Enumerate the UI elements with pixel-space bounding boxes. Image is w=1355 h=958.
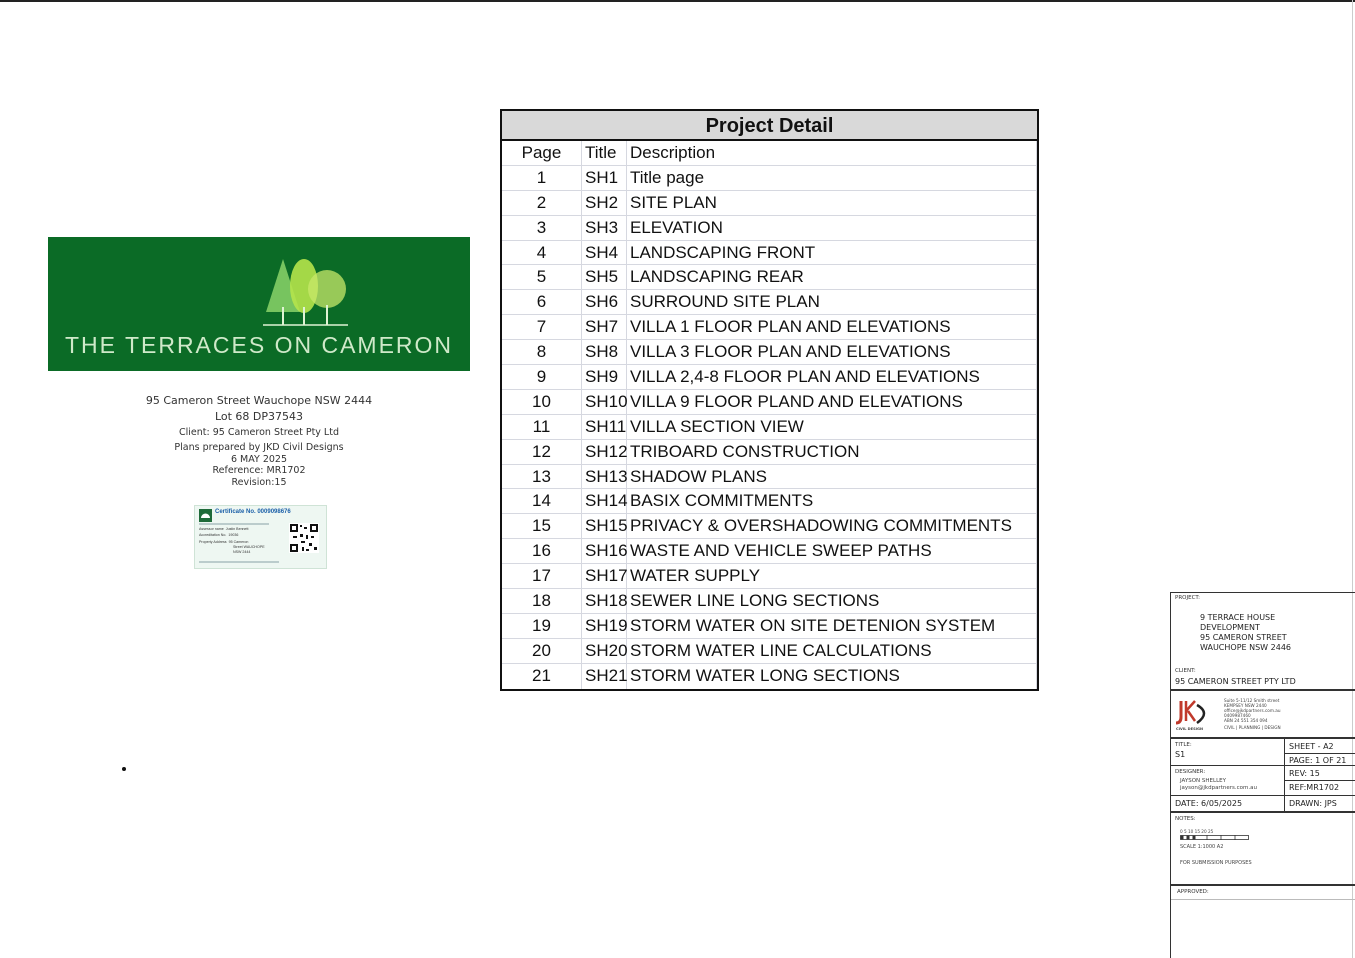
logo-title: THE TERRACES ON CAMERON [64,332,454,358]
client-text: Client: 95 Cameron Street Pty Ltd [179,427,339,438]
sheet-page-number: 10 [532,391,551,411]
bullet-point [122,767,126,771]
project-line1: 9 TERRACE HOUSE [1200,613,1276,622]
sheet-code: SH19 [581,614,627,638]
sheet-code: SH1 [581,166,627,190]
firm-abn: ABN 24 551 354 094 [1224,718,1268,723]
sheet-description: VILLA 9 FLOOR PLAND AND ELEVATIONS [627,390,1037,414]
firm-address-2: KEMPSEY NSW 2440 [1224,703,1267,708]
sheet-code: SH18 [581,589,627,613]
header-description: Description [627,141,1037,165]
notes-section [1171,811,1355,884]
table-row [502,365,1037,390]
sheet-page-number: 12 [532,441,551,461]
sheet-page-number: 21 [532,665,551,685]
sheet-page-number: 18 [532,591,551,611]
sheet-description: PRIVACY & OVERSHADOWING COMMITMENTS [627,514,1037,538]
project-line2: DEVELOPMENT [1200,623,1260,632]
table-row [502,589,1037,614]
sheet-code: SH14 [581,489,627,513]
designer-row [1171,765,1355,795]
header-page: Page [521,143,562,162]
sheet-page-number: 7 [536,317,547,337]
notes-label: NOTES: [1175,816,1196,822]
sheet-page-number: 15 [532,516,551,536]
project-detail-table [500,109,1039,691]
sheet-code: SH9 [581,365,627,389]
table-row [502,489,1037,514]
scale-ticks: 0 5 10 15 20 25 [1180,829,1214,834]
title-label: TITLE: [1175,742,1192,748]
sheet-page-number: 19 [532,615,551,635]
sheet-description: WASTE AND VEHICLE SWEEP PATHS [627,539,1037,563]
table-row [502,639,1037,664]
basix-certificate [194,505,327,569]
table-row [502,290,1037,315]
sheet-code: SH21 [581,664,627,689]
sheet-code: SH7 [581,315,627,339]
sheet-description: VILLA 2,4-8 FLOOR PLAN AND ELEVATIONS [627,365,1037,389]
sheet-code: SH13 [581,465,627,489]
table-row [502,514,1037,539]
designer-email: jayson@jkdpartners.com.au [1180,785,1257,791]
project-line3: 95 CAMERON STREET [1200,633,1287,642]
table-row [502,390,1037,415]
submission-purpose: FOR SUBMISSION PURPOSES [1180,860,1252,866]
client-value: 95 CAMERON STREET PTY LTD [1175,677,1296,686]
sheet-description: WATER SUPPLY [627,564,1037,588]
approved-label: APPROVED: [1177,889,1209,895]
firm-address-1: Suite 5-11/12 Smith street [1224,698,1280,703]
sheet-page-number: 16 [532,541,551,561]
sheet-code: SH15 [581,514,627,538]
sheet-code: SH20 [581,639,627,663]
designer-name: JAYSON SHELLEY [1180,778,1226,784]
qr-code-icon [289,523,319,553]
table-row [502,614,1037,639]
table-body [502,166,1037,689]
scale-bar-icon [1180,835,1250,841]
sheet-code: SH16 [581,539,627,563]
table-row [502,166,1037,191]
sheet-page-number: 9 [536,367,547,387]
date-row [1171,795,1355,811]
sheet-page-number: 20 [532,640,551,660]
sheet-code: SH12 [581,440,627,464]
table-row [502,265,1037,290]
sheet-page-number: 1 [536,167,547,187]
certificate-property: Property Address 95 Cameron [199,540,249,544]
table-row [502,465,1037,490]
sheet-code: SH4 [581,241,627,265]
sheet-code: SH6 [581,290,627,314]
sheet-page-number: 13 [532,466,551,486]
sheet-description: TRIBOARD CONSTRUCTION [627,440,1037,464]
sheet-description: LANDSCAPING REAR [627,265,1037,289]
prepared-by-text: Plans prepared by JKD Civil Designs [174,442,344,453]
revision-text: Revision:15 [231,477,287,488]
table-row [502,191,1037,216]
site-address: 95 Cameron Street Wauchope NSW 2444 [145,394,373,407]
table-row [502,340,1037,365]
sheet-rule [1284,753,1355,754]
sheet-page-number: 3 [536,217,547,237]
certificate-logo-icon [199,509,212,522]
title-block [1170,592,1355,958]
certificate-rule [199,561,279,563]
table-title: Project Detail [502,111,1037,141]
sheet-code: SH11 [581,415,627,439]
certificate-assessor: Assessor name Justin Bennett [199,527,249,531]
sheet-description: VILLA SECTION VIEW [627,415,1037,439]
sheet-page-number: 17 [532,566,551,586]
project-line4: WAUCHOPE NSW 2446 [1200,643,1291,652]
sheet-description: SITE PLAN [627,191,1037,215]
drawn-by: DRAWN: JPS [1289,799,1337,808]
project-logo-banner [48,237,470,371]
approved-rule [1171,899,1355,900]
sheet-page-number: 8 [536,342,547,362]
date-text: 6 MAY 2025 [230,454,288,465]
revision-value: REV: 15 [1289,769,1320,778]
project-label: PROJECT: [1175,595,1201,601]
sheet-code: SH17 [581,564,627,588]
sheet-description: LANDSCAPING FRONT [627,241,1037,265]
sheet-description: ELEVATION [627,216,1037,240]
sheet-description: STORM WATER ON SITE DETENION SYSTEM [627,614,1037,638]
title-row [1171,737,1355,765]
sheet-description: SEWER LINE LONG SECTIONS [627,589,1037,613]
sheet-description: VILLA 3 FLOOR PLAN AND ELEVATIONS [627,340,1037,364]
header-title: Title [581,141,627,165]
page-count: PAGE: 1 OF 21 [1289,756,1347,765]
sheet-page-number: 11 [532,416,551,436]
certificate-accreditation: Accreditation No. 19036 [199,533,239,537]
table-row [502,564,1037,589]
certificate-property-line2: Street WAUCHOPE [233,545,265,549]
firm-services: CIVIL | PLANNING | DESIGN [1224,725,1281,730]
top-border [0,0,1355,2]
table-header-row [502,141,1037,166]
date-divider [1284,796,1285,812]
sheet-code: SH3 [581,216,627,240]
sheet-description: BASIX COMMITMENTS [627,489,1037,513]
rev-rule [1284,780,1355,781]
sheet-description: SURROUND SITE PLAN [627,290,1037,314]
firm-tagline: CIVIL DESIGN [1176,727,1203,731]
jkd-logo-icon [1175,697,1215,729]
sheet-description: STORM WATER LONG SECTIONS [627,664,1037,689]
firm-section [1171,689,1355,737]
reference-text: Reference: MR1702 [212,465,306,476]
sheet-code: SH10 [581,390,627,414]
reference-value: REF:MR1702 [1289,783,1340,792]
certificate-property-line3: NSW 2444 [233,550,251,554]
firm-email: office@jkdpartners.com.au [1224,708,1281,713]
sheet-description: STORM WATER LINE CALCULATIONS [627,639,1037,663]
sheet-page-number: 4 [536,242,547,262]
sheet-page-number: 2 [536,192,547,212]
approved-section [1171,884,1355,958]
scale-text: SCALE 1:1000 A2 [1180,844,1224,850]
title-value: S1 [1175,750,1186,759]
sheet-description: Title page [627,166,1037,190]
certificate-number: Certificate No. 0009098676 [215,509,291,515]
designer-label: DESIGNER: [1175,769,1206,775]
sheet-description: SHADOW PLANS [627,465,1037,489]
firm-phone: 0409987460 [1224,713,1251,718]
sheet-page-number: 6 [536,292,547,312]
sheet-page-number: 5 [536,267,547,287]
table-row [502,539,1037,564]
project-section [1171,592,1355,689]
sheet-size: SHEET - A2 [1289,742,1334,751]
lot-number: Lot 68 DP37543 [214,410,304,423]
table-row [502,241,1037,266]
table-row [502,415,1037,440]
table-row [502,664,1037,689]
table-row [502,216,1037,241]
certificate-rule [199,523,269,525]
client-label: CLIENT: [1175,668,1196,674]
sheet-code: SH8 [581,340,627,364]
table-row [502,440,1037,465]
date-value: DATE: 6/05/2025 [1175,799,1243,808]
sheet-page-number: 14 [532,491,551,511]
sheet-code: SH5 [581,265,627,289]
sheet-description: VILLA 1 FLOOR PLAN AND ELEVATIONS [627,315,1037,339]
sheet-code: SH2 [581,191,627,215]
table-row [502,315,1037,340]
